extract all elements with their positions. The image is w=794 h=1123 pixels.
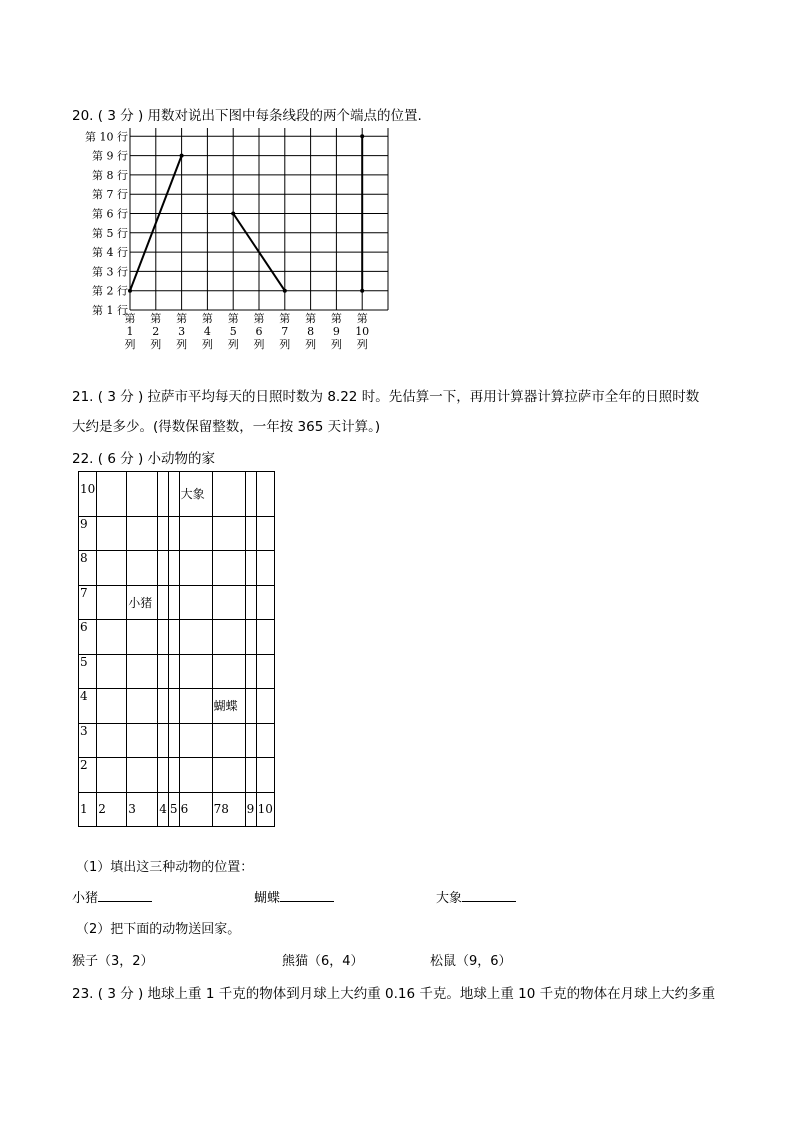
home-table-cell: [212, 723, 245, 758]
column-label-top: 第: [201, 312, 213, 325]
monkey-position: 猴子（3，2）: [72, 954, 154, 969]
home-table-cell: [97, 620, 127, 655]
home-table-cell: [158, 551, 169, 586]
home-table-cell: [256, 551, 274, 586]
home-table-cell: 10: [256, 792, 274, 827]
home-table-cell: [256, 758, 274, 793]
row-label: 第 1 行: [92, 304, 128, 317]
home-table-row: [79, 472, 275, 517]
row-label: 第 4 行: [92, 246, 128, 260]
home-table-cell: 大象: [179, 472, 212, 517]
home-table-row: [79, 516, 275, 551]
home-table-cell: [168, 723, 179, 758]
home-table-cell: [127, 620, 158, 655]
home-table-row: [79, 585, 275, 620]
home-table-cell: [179, 689, 212, 724]
row-label: 第 6 行: [92, 207, 128, 221]
column-label-bottom: 列: [305, 338, 317, 351]
home-table-cell: [127, 758, 158, 793]
home-table-cell: [245, 689, 256, 724]
home-table-cell: [97, 472, 127, 517]
home-table-cell: [168, 689, 179, 724]
column-label-top: 第: [150, 312, 162, 325]
home-table-cell: [97, 654, 127, 689]
home-table-cell: [245, 516, 256, 551]
home-table-cell: [168, 620, 179, 655]
column-label-top: 第: [305, 312, 317, 325]
squirrel-position: 松鼠（9，6）: [430, 954, 512, 969]
home-table-cell: [168, 654, 179, 689]
home-table-cell: [212, 516, 245, 551]
segment-endpoint: [180, 154, 184, 158]
segment-endpoint: [283, 289, 287, 293]
column-number: 7: [281, 325, 289, 338]
home-table-cell: [245, 585, 256, 620]
home-table-cell: [179, 620, 212, 655]
home-table-row: [79, 689, 275, 724]
column-number: 1: [126, 325, 134, 338]
home-table-cell: 10: [79, 472, 97, 517]
home-table-cell: [256, 654, 274, 689]
question-21-line-1: 21. ( 3 分 ) 拉萨市平均每天的日照时数为 8.22 时。先估算一下，再用计算器计算拉萨市全年的日照时数: [72, 389, 700, 405]
home-table-row: [79, 620, 275, 655]
column-label-bottom: 列: [356, 338, 368, 351]
column-number: 5: [229, 325, 237, 338]
home-table-cell: 6: [79, 620, 97, 655]
home-table-cell: [179, 516, 212, 551]
home-table-row: [79, 792, 275, 827]
home-table-cell: 78: [212, 792, 245, 827]
home-table-cell: [245, 654, 256, 689]
question-21-line-2: 大约是多少。(得数保留整数，一年按 365 天计算。): [72, 419, 381, 435]
row-label: 第 9 行: [92, 149, 128, 163]
fill-elephant-label: 大象: [436, 891, 463, 906]
column-label-top: 第: [279, 312, 291, 325]
fill-butterfly: [254, 887, 334, 906]
home-table-cell: 4: [79, 689, 97, 724]
column-number: 3: [178, 325, 186, 338]
fill-pig-blank[interactable]: [98, 889, 152, 902]
home-table-cell: [212, 620, 245, 655]
row-label: 第 3 行: [92, 265, 128, 279]
column-label-bottom: 列: [150, 338, 162, 351]
home-table-cell: 5: [168, 792, 179, 827]
home-table-cell: [179, 758, 212, 793]
home-table-cell: [245, 620, 256, 655]
column-label-top: 第: [176, 312, 188, 325]
home-table-cell: 3: [127, 792, 158, 827]
home-table-cell: [97, 516, 127, 551]
column-label-bottom: 列: [201, 338, 213, 351]
home-table-cell: [97, 758, 127, 793]
row-label: 第 5 行: [92, 226, 128, 240]
home-table-cell: 5: [79, 654, 97, 689]
home-table-cell: [158, 758, 169, 793]
home-table-row: [79, 551, 275, 586]
home-table-cell: [256, 620, 274, 655]
home-table-cell: [168, 516, 179, 551]
home-table-cell: [256, 723, 274, 758]
home-table-cell: [212, 758, 245, 793]
fill-pig-label: 小猪: [72, 891, 99, 906]
home-table-cell: 9: [79, 516, 97, 551]
row-label: 第 8 行: [92, 168, 128, 182]
home-table-cell: [168, 551, 179, 586]
home-table-cell: 3: [79, 723, 97, 758]
column-label-bottom: 列: [253, 338, 265, 351]
home-table-cell: [256, 472, 274, 517]
column-label-bottom: 列: [227, 338, 239, 351]
home-table-cell: [212, 551, 245, 586]
home-table-cell: [179, 551, 212, 586]
home-table-cell: [97, 585, 127, 620]
home-table-cell: [127, 551, 158, 586]
column-label-bottom: 列: [279, 338, 291, 351]
home-table-cell: [256, 585, 274, 620]
home-table-cell: [256, 689, 274, 724]
home-table-row: [79, 723, 275, 758]
column-label-top: 第: [356, 312, 368, 325]
column-label-top: 第: [253, 312, 265, 325]
column-number: 2: [152, 325, 160, 338]
column-label-top: 第: [124, 312, 136, 325]
fill-pig: [72, 887, 152, 906]
home-table-cell: 1: [79, 792, 97, 827]
segment-endpoint: [360, 134, 364, 138]
segment-endpoint: [231, 212, 235, 216]
home-table-row: [79, 654, 275, 689]
question-22-sub-2: （2）把下面的动物送回家。: [76, 922, 241, 937]
coordinate-grid: [72, 128, 402, 376]
column-label-bottom: 列: [124, 338, 136, 351]
home-table-cell: [179, 723, 212, 758]
column-label-bottom: 列: [330, 338, 342, 351]
home-table-cell: [179, 585, 212, 620]
home-table-cell: 小猪: [127, 585, 158, 620]
home-table-cell: [158, 654, 169, 689]
home-table-cell: [212, 585, 245, 620]
home-table-cell: 7: [79, 585, 97, 620]
home-table-cell: 蝴蝶: [212, 689, 245, 724]
home-table-cell: 2: [97, 792, 127, 827]
home-table-cell: 6: [179, 792, 212, 827]
home-table-cell: [158, 585, 169, 620]
column-number: 10: [355, 325, 370, 338]
home-table-cell: 4: [158, 792, 169, 827]
home-table-cell: [127, 472, 158, 517]
home-table-cell: [158, 472, 169, 517]
column-number: 8: [307, 325, 315, 338]
panda-position: 熊猫（6，4）: [282, 954, 364, 969]
question-22: 22. ( 6 分 ) 小动物的家: [72, 451, 216, 467]
column-number: 4: [203, 325, 211, 338]
fill-elephant: [436, 887, 516, 906]
home-table-cell: [245, 551, 256, 586]
home-table-cell: [179, 654, 212, 689]
home-table-cell: [97, 551, 127, 586]
question-22-sub-1: （1）填出这三种动物的位置：: [76, 860, 254, 875]
home-table-cell: [245, 758, 256, 793]
home-table-row: [79, 758, 275, 793]
row-label: 第 10 行: [85, 130, 128, 144]
home-table-cell: [168, 472, 179, 517]
home-table-cell: 9: [245, 792, 256, 827]
fill-butterfly-blank[interactable]: [280, 889, 334, 902]
segment-endpoint: [128, 289, 132, 293]
column-label-top: 第: [330, 312, 342, 325]
home-table-cell: [168, 585, 179, 620]
question-20: 20. ( 3 分 ) 用数对说出下图中每条线段的两个端点的位置.: [72, 108, 422, 124]
column-label-top: 第: [227, 312, 239, 325]
home-table-cell: [212, 472, 245, 517]
question-23: 23. ( 3 分 ) 地球上重 1 千克的物体到月球上大约重 0.16 千克。地球上重 10 千克的物体在月球上大约多重: [72, 986, 716, 1002]
column-number: 9: [332, 325, 340, 338]
home-table-cell: 8: [79, 551, 97, 586]
home-table-cell: [245, 472, 256, 517]
column-label-bottom: 列: [176, 338, 188, 351]
home-table-cell: [256, 516, 274, 551]
home-table-cell: [97, 723, 127, 758]
row-label: 第 7 行: [92, 188, 128, 202]
home-table-cell: [127, 689, 158, 724]
home-table-cell: 2: [79, 758, 97, 793]
segment-endpoint: [360, 289, 364, 293]
animal-home-table: [78, 471, 275, 827]
home-table-cell: [158, 689, 169, 724]
fill-butterfly-label: 蝴蝶: [254, 891, 281, 906]
home-table-cell: [212, 654, 245, 689]
home-table-cell: [158, 723, 169, 758]
column-number: 6: [255, 325, 263, 338]
home-table-cell: [158, 516, 169, 551]
home-table-cell: [127, 516, 158, 551]
home-table-cell: [168, 758, 179, 793]
home-table-cell: [127, 654, 158, 689]
home-table-cell: [127, 723, 158, 758]
home-table-cell: [158, 620, 169, 655]
fill-elephant-blank[interactable]: [462, 889, 516, 902]
row-label: 第 2 行: [92, 284, 128, 298]
home-table-cell: [97, 689, 127, 724]
home-table-cell: [245, 723, 256, 758]
